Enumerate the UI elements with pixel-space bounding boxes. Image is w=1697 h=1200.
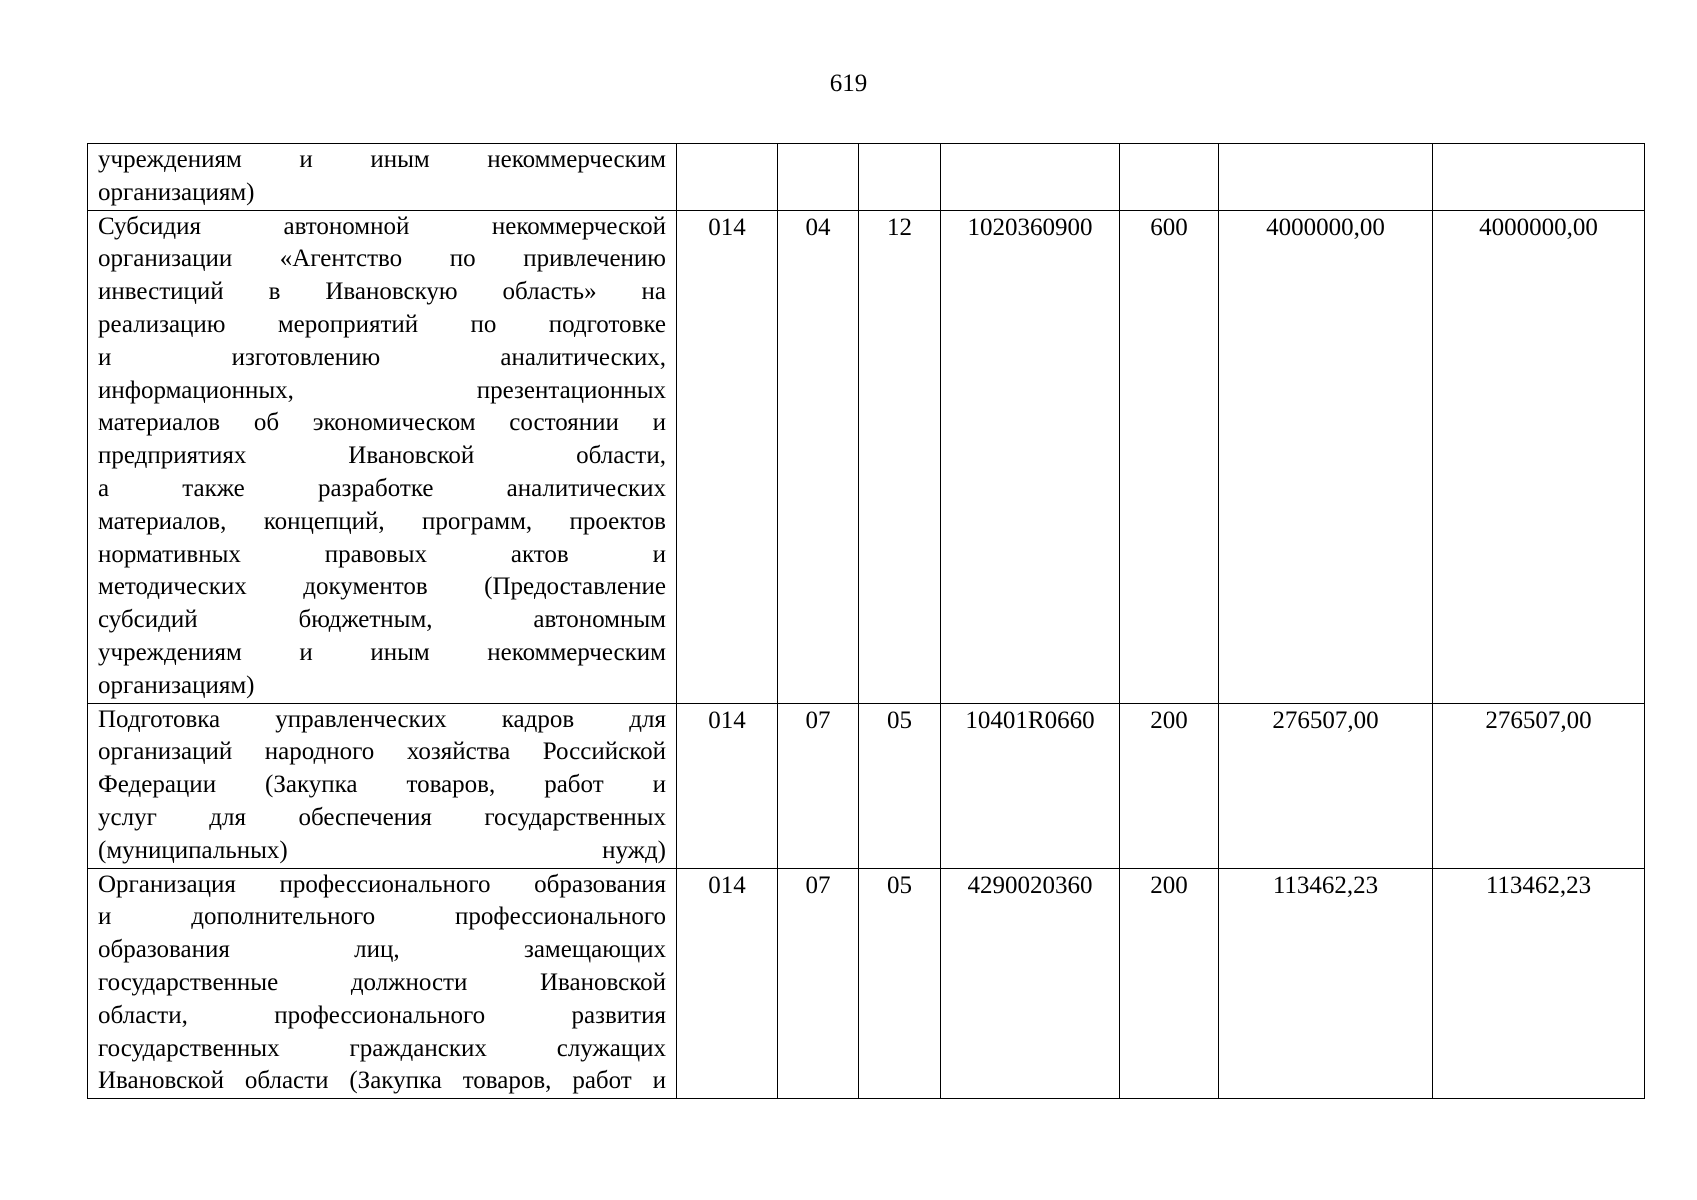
description-line [98, 243, 666, 276]
description-word: документов [303, 573, 428, 601]
subsection-code-cell: 12 [859, 210, 941, 703]
description-word: развития [571, 1001, 666, 1029]
amount-year-2-cell: 276507,00 [1433, 703, 1645, 868]
description-word: профессионального [274, 1001, 486, 1029]
expense-type-code-cell: 200 [1120, 703, 1219, 868]
description-word: (Предоставление [484, 573, 666, 601]
target-article-code-cell: 4290020360 [941, 868, 1120, 1099]
page-number: 619 [829, 70, 868, 97]
description-word: Субсидия [98, 212, 202, 240]
expense-type-code-cell [1120, 144, 1219, 211]
description-word: услуг [98, 803, 157, 831]
description-word: и [652, 409, 666, 437]
subsection-code-cell: 05 [859, 703, 941, 868]
description-line: организациям) [98, 178, 255, 206]
description-line [98, 375, 666, 408]
description-word: служащих [556, 1034, 666, 1062]
description-line [98, 802, 666, 835]
description-word: и [98, 343, 112, 371]
description-word: товаров, [406, 771, 496, 799]
description-word: материалов, [98, 507, 227, 535]
description-word: области, [98, 1001, 188, 1029]
section-code-cell: 04 [778, 210, 859, 703]
description-line [98, 571, 666, 604]
description-word: хозяйства [406, 738, 511, 766]
description-word: иным [370, 146, 430, 173]
description-word: а [98, 474, 110, 502]
description-word: также [182, 474, 245, 502]
description-line [98, 736, 666, 769]
description-word: инвестиций [98, 278, 224, 306]
gr-code-cell: 014 [677, 210, 778, 703]
amount-year-2-cell: 4000000,00 [1433, 210, 1645, 703]
description-line [98, 309, 666, 342]
description-line [98, 506, 666, 539]
description-word: для [629, 705, 666, 733]
target-article-code-cell: 1020360900 [941, 210, 1120, 703]
description-word: на [641, 278, 666, 306]
description-word: кадров [501, 705, 575, 733]
description-line [98, 440, 666, 473]
amount-year-1-cell: 4000000,00 [1219, 210, 1433, 703]
description-word: по [449, 245, 476, 273]
description-word: учреждениям [98, 638, 242, 666]
description-word: реализацию [98, 310, 226, 338]
description-word: экономическом [312, 409, 476, 437]
description-word: Ивановскую [325, 278, 458, 306]
table-body [88, 144, 1645, 1099]
description-word: и [652, 1067, 666, 1095]
description-word: Федерации [98, 771, 217, 799]
section-code-cell: 07 [778, 868, 859, 1099]
gr-code-cell [677, 144, 778, 211]
description-word: иным [370, 638, 430, 666]
subsection-code-cell [859, 144, 941, 211]
expense-type-code-cell: 600 [1120, 210, 1219, 703]
description-line [98, 967, 666, 1000]
description-word: аналитических, [500, 343, 666, 371]
description-line [98, 604, 666, 637]
table-row [88, 703, 1645, 868]
description-word: народного [264, 738, 375, 766]
description-word: (Закупка [265, 771, 358, 799]
description-word: подготовке [548, 310, 666, 338]
description-word: презентационных [476, 376, 666, 404]
description-word: Подготовка [98, 705, 221, 733]
description-word: материалов [98, 409, 221, 437]
amount-year-2-cell [1433, 144, 1645, 211]
description-word: Ивановской [348, 442, 475, 470]
description-word: в [268, 278, 281, 306]
description-word: субсидий [98, 606, 198, 634]
description-word: Ивановской [98, 1067, 225, 1095]
description-line [98, 473, 666, 506]
description-word: должности [350, 968, 468, 996]
description-line [98, 539, 666, 572]
description-line [98, 144, 666, 177]
budget-table [87, 143, 1645, 1099]
row-description [88, 210, 677, 703]
amount-year-1-cell: 113462,23 [1219, 868, 1433, 1099]
description-word: работ [544, 771, 604, 799]
target-article-code-cell [941, 144, 1120, 211]
description-word: организации [98, 245, 233, 273]
description-word: бюджетным, [298, 606, 433, 634]
description-word: образования [98, 936, 230, 964]
description-line [98, 934, 666, 967]
description-word: автономным [533, 606, 666, 634]
description-word: и [299, 146, 313, 173]
description-word: образования [534, 870, 666, 898]
description-word: и [299, 638, 313, 666]
gr-code-cell: 014 [677, 703, 778, 868]
amount-year-2-cell: 113462,23 [1433, 868, 1645, 1099]
description-word: «Агентство [279, 245, 403, 273]
description-word: для [209, 803, 246, 831]
description-word: области, [576, 442, 666, 470]
expense-type-code-cell: 200 [1120, 868, 1219, 1099]
description-word: некоммерческим [487, 146, 666, 173]
description-word: программ, [422, 507, 533, 535]
row-description [88, 703, 677, 868]
description-word: замещающих [523, 936, 666, 964]
description-word: государственных [484, 803, 666, 831]
description-word: профессионального [455, 903, 666, 931]
description-word: некоммерческим [487, 638, 666, 666]
description-line [98, 901, 666, 934]
description-word: и [98, 903, 112, 931]
description-word: (Закупка [349, 1067, 442, 1095]
description-line [98, 342, 666, 375]
description-word: Российской [542, 738, 666, 766]
description-word: привлечению [523, 245, 666, 273]
description-line [98, 704, 666, 737]
description-word: информационных, [98, 376, 294, 404]
description-line [98, 1000, 666, 1033]
description-word: гражданских [349, 1034, 487, 1062]
description-line [98, 1033, 666, 1066]
description-word: методических [98, 573, 247, 601]
description-line [98, 1065, 666, 1098]
description-word: предприятиях [98, 442, 247, 470]
amount-year-1-cell: 276507,00 [1219, 703, 1433, 868]
description-word: состоянии [509, 409, 619, 437]
description-word: разработке [317, 474, 434, 502]
description-word: по [470, 310, 497, 338]
description-word: проектов [569, 507, 666, 535]
description-word: области [244, 1067, 329, 1095]
description-word: изготовлению [231, 343, 381, 371]
description-line: организациям) [98, 671, 255, 699]
description-word: обеспечения [298, 803, 432, 831]
row-description [88, 144, 677, 211]
description-word: и [652, 540, 666, 568]
section-code-cell [778, 144, 859, 211]
description-line [98, 211, 666, 244]
description-word: Ивановской [539, 968, 666, 996]
description-word: мероприятий [277, 310, 419, 338]
description-line [98, 637, 666, 670]
subsection-code-cell: 05 [859, 868, 941, 1099]
description-word: область» [502, 278, 597, 306]
description-word: государственные [98, 968, 279, 996]
description-line [98, 869, 666, 902]
description-word: концепций, [263, 507, 385, 535]
description-word: дополнительного [191, 903, 376, 931]
description-word: учреждениям [98, 146, 242, 173]
description-line [98, 276, 666, 309]
table-row [88, 144, 1645, 211]
table-row [88, 868, 1645, 1099]
description-word: и [652, 771, 666, 799]
description-word: работ [572, 1067, 632, 1095]
description-word: автономной [283, 212, 410, 240]
description-word: управленческих [275, 705, 447, 733]
target-article-code-cell: 10401R0660 [941, 703, 1120, 868]
description-word: некоммерческой [491, 212, 666, 240]
description-word: товаров, [462, 1067, 552, 1095]
amount-year-1-cell [1219, 144, 1433, 211]
description-word: правовых [324, 540, 427, 568]
description-line [98, 769, 666, 802]
description-word: аналитических [506, 474, 666, 502]
description-word: профессионального [279, 870, 491, 898]
description-word: нормативных [98, 540, 241, 568]
gr-code-cell: 014 [677, 868, 778, 1099]
description-word: государственных [98, 1034, 280, 1062]
description-word: Организация [98, 870, 236, 898]
description-word: организаций [98, 738, 233, 766]
description-word: лиц, [354, 936, 400, 964]
row-description [88, 868, 677, 1099]
description-word: актов [510, 540, 569, 568]
description-line [98, 407, 666, 440]
description-word: об [253, 409, 280, 437]
section-code-cell: 07 [778, 703, 859, 868]
table-row [88, 210, 1645, 703]
description-line: (муниципальных) нужд) [98, 836, 666, 864]
